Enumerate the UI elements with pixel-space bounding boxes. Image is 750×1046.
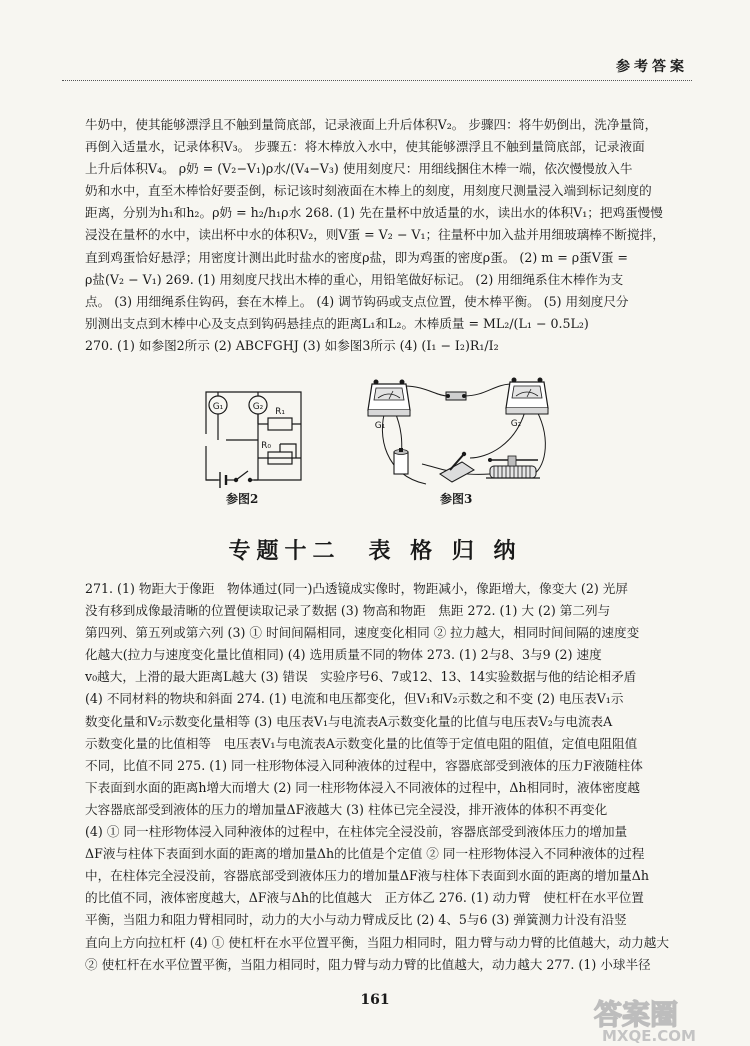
text-line: 没有移到成像最清晰的位置便读取记录了数据 (3) 物高和物距 焦距 272. (1) 大 (2) 第二列与 xyxy=(85,603,611,619)
text-line: ② 使杠杆在水平位置平衡，当阻力相同时，阻力臂与动力臂的比值越大，动力越大 277. (1) 小球半径 xyxy=(85,956,651,972)
label-r0: R₀ xyxy=(261,441,271,451)
label-g2: G₂ xyxy=(252,402,264,412)
text-line: 大容器底部受到液体的压力的增加量ΔF液越大 (3) 柱体已完全浸没，排开液体的体积不再变化 xyxy=(85,801,608,817)
text-line: 平衡，当阻力和阻力臂相同时，动力的大小与动力臂成反比 (2) 4、5与6 (3) 弹簧测力计没有沿竖 xyxy=(85,912,627,928)
answer-block-top xyxy=(85,114,685,357)
text-line: (4) 不同材料的物块和斜面 274. (1) 电流和电压都变化，但V₁和V₂示数之和不变 (2) 电压表V₁示 xyxy=(85,691,624,707)
fixed-resistor-device xyxy=(446,392,466,400)
text-line: 化越大(拉力与速度变化量比值相同) (4) 选用质量不同的物体 273. (1) 2与8、3与9 (2) 速度 xyxy=(85,647,602,663)
text-line: 别测出支点到木棒中心及支点到钩码悬挂点的距离L₁和L₂。木棒质量 = ML₂/(L₁ − 0.5L₂) xyxy=(85,315,589,331)
figure-3-caption: 参图3 xyxy=(440,492,473,506)
battery-device xyxy=(394,448,408,474)
text-line: 牛奶中，使其能够漂浮且不触到量筒底部，记录液面上升后体积V₂。 步骤四：将牛奶倒出，洗净量筒， xyxy=(85,117,658,132)
page-number: 161 xyxy=(360,992,390,1008)
watermark-url: MXQE.COM xyxy=(602,1027,696,1044)
galvanometer-g2-device xyxy=(506,378,548,415)
text-line: 的比值不同，液体密度越大，ΔF液与Δh的比值越大 正方体乙 276. (1) 动力臂 使杠杆在水平位置 xyxy=(85,890,644,906)
text-line: 距离，分别为h₁和h₂。ρ奶 = h₂/h₁ρ水 268. (1) 先在量杯中放适量的水，读出水的体积V₁；把鸡蛋慢慢 xyxy=(85,205,663,221)
text-line: ρ盐(V₂ − V₁) 269. (1) 用刻度尺找出木棒的重心，用铅笔做好标记。 (2) 用细绳系住木棒作为支 xyxy=(85,271,624,287)
switch-device xyxy=(440,452,474,482)
text-line: 271. (1) 物距大于像距 物体通过(同一)凸透镜成实像时，物距减小，像距增大，像变大 (2) 光屏 xyxy=(85,581,628,596)
text-line: 点。 (3) 用细绳系住钩码，套在木棒上。 (4) 调节钩码或支点位置，使木棒平衡。 (5) 用刻度尺分 xyxy=(85,293,629,309)
text-line: v₀越大，上滑的最大距离L越大 (3) 错误 实验序号6、7或12、13、14实验数据与他的结论相矛盾 xyxy=(85,669,637,685)
text-line: 下表面到水面的距离h增大而增大 (2) 同一柱形物体浸入不同液体的过程中，Δh相同时，液体密度越 xyxy=(85,779,640,795)
header-label: 参考答案 xyxy=(616,59,688,75)
figure-2-caption: 参图2 xyxy=(226,492,259,506)
text-line: 浸没在量杯的水中，读出杯中水的体积V₂，则V蛋 = V₂ − V₁；往量杯中加入盐并用细玻璃棒不断搅拌， xyxy=(85,227,665,243)
text-line: 第四列、第五列或第六列 (3) ① 时间间隔相同，速度变化相同 ② 拉力越大，相同时间间隔的速度变 xyxy=(85,625,640,641)
resistor-r1 xyxy=(268,418,292,430)
circuit-diagram-fig2 xyxy=(196,372,316,500)
text-line: 270. (1) 如参图2所示 (2) ABCFGHJ (3) 如参图3所示 (4) (I₁ − I₂)R₁/I₂ xyxy=(85,337,499,353)
label-r1: R₁ xyxy=(275,407,285,417)
text-line: 中，在柱体完全浸没前，容器底部受到液体压力的增加量ΔF液与柱体下表面到水面的距离的增加量Δh xyxy=(85,868,649,884)
rheostat-device xyxy=(486,456,540,478)
text-line: 直到鸡蛋恰好悬浮；用密度计测出此时盐水的密度ρ盐，即为鸡蛋的密度ρ蛋。 (2) m = ρ蛋V蛋 = xyxy=(85,249,628,265)
apparatus-illustration-fig3 xyxy=(366,366,556,500)
watermark-text: 答案圈 xyxy=(594,998,679,1031)
answer-block-bottom xyxy=(85,578,685,976)
page-header xyxy=(0,0,750,90)
text-line: 直向上方向拉杠杆 (4) ① 使杠杆在水平位置平衡，当阻力相同时，阻力臂与动力臂的比值越大，动力越大 xyxy=(85,934,669,950)
label-g1: G₁ xyxy=(374,421,386,431)
text-line: 上升后体积V₄。 ρ奶 = (V₂−V₁)ρ水/(V₄−V₃) 使用刻度尺：用细线捆住木棒一端，依次慢慢放入牛 xyxy=(85,161,633,177)
galvanometer-g1-device xyxy=(368,380,410,417)
text-line: 不同，比值不同 275. (1) 同一柱形物体浸入同种液体的过程中，容器底部受到液体的压力F液随柱体 xyxy=(85,757,643,773)
label-g1: G₁ xyxy=(212,402,224,412)
section-title: 专题十二 表 格 归 纳 xyxy=(228,538,522,564)
text-line: 再倒入适量水，记录体积V₃。 步骤五：将木棒放入水中，使其能够漂浮且不触到量筒底部，记录液面 xyxy=(85,139,645,155)
text-line: ΔF液与柱体下表面到水面的距离的增加量Δh的比值是个定值 ② 同一柱形物体浸入不同种液体的过程 xyxy=(85,846,645,862)
label-g2: G₂ xyxy=(510,419,522,429)
text-line: 奶和水中，直至木棒恰好要歪倒，标记该时刻液面在木棒上的刻度，用刻度尺测量浸入端到标记刻度的 xyxy=(85,183,652,199)
text-line: 数变化量和V₂示数变化量相等 (3) 电压表V₁与电流表A示数变化量的比值与电压表V₂与电流表A xyxy=(85,713,613,729)
text-line: 示数变化量的比值相等 电压表V₁与电流表A示数变化量的比值等于定值电阻的阻值，定值电阻阻值 xyxy=(85,735,638,751)
watermark-logo xyxy=(588,996,738,1044)
header-rule xyxy=(62,80,692,81)
text-line: (4) ① 同一柱形物体浸入同种液体的过程中，在柱体完全浸没前，容器底部受到液体压力的增加量 xyxy=(85,824,628,840)
